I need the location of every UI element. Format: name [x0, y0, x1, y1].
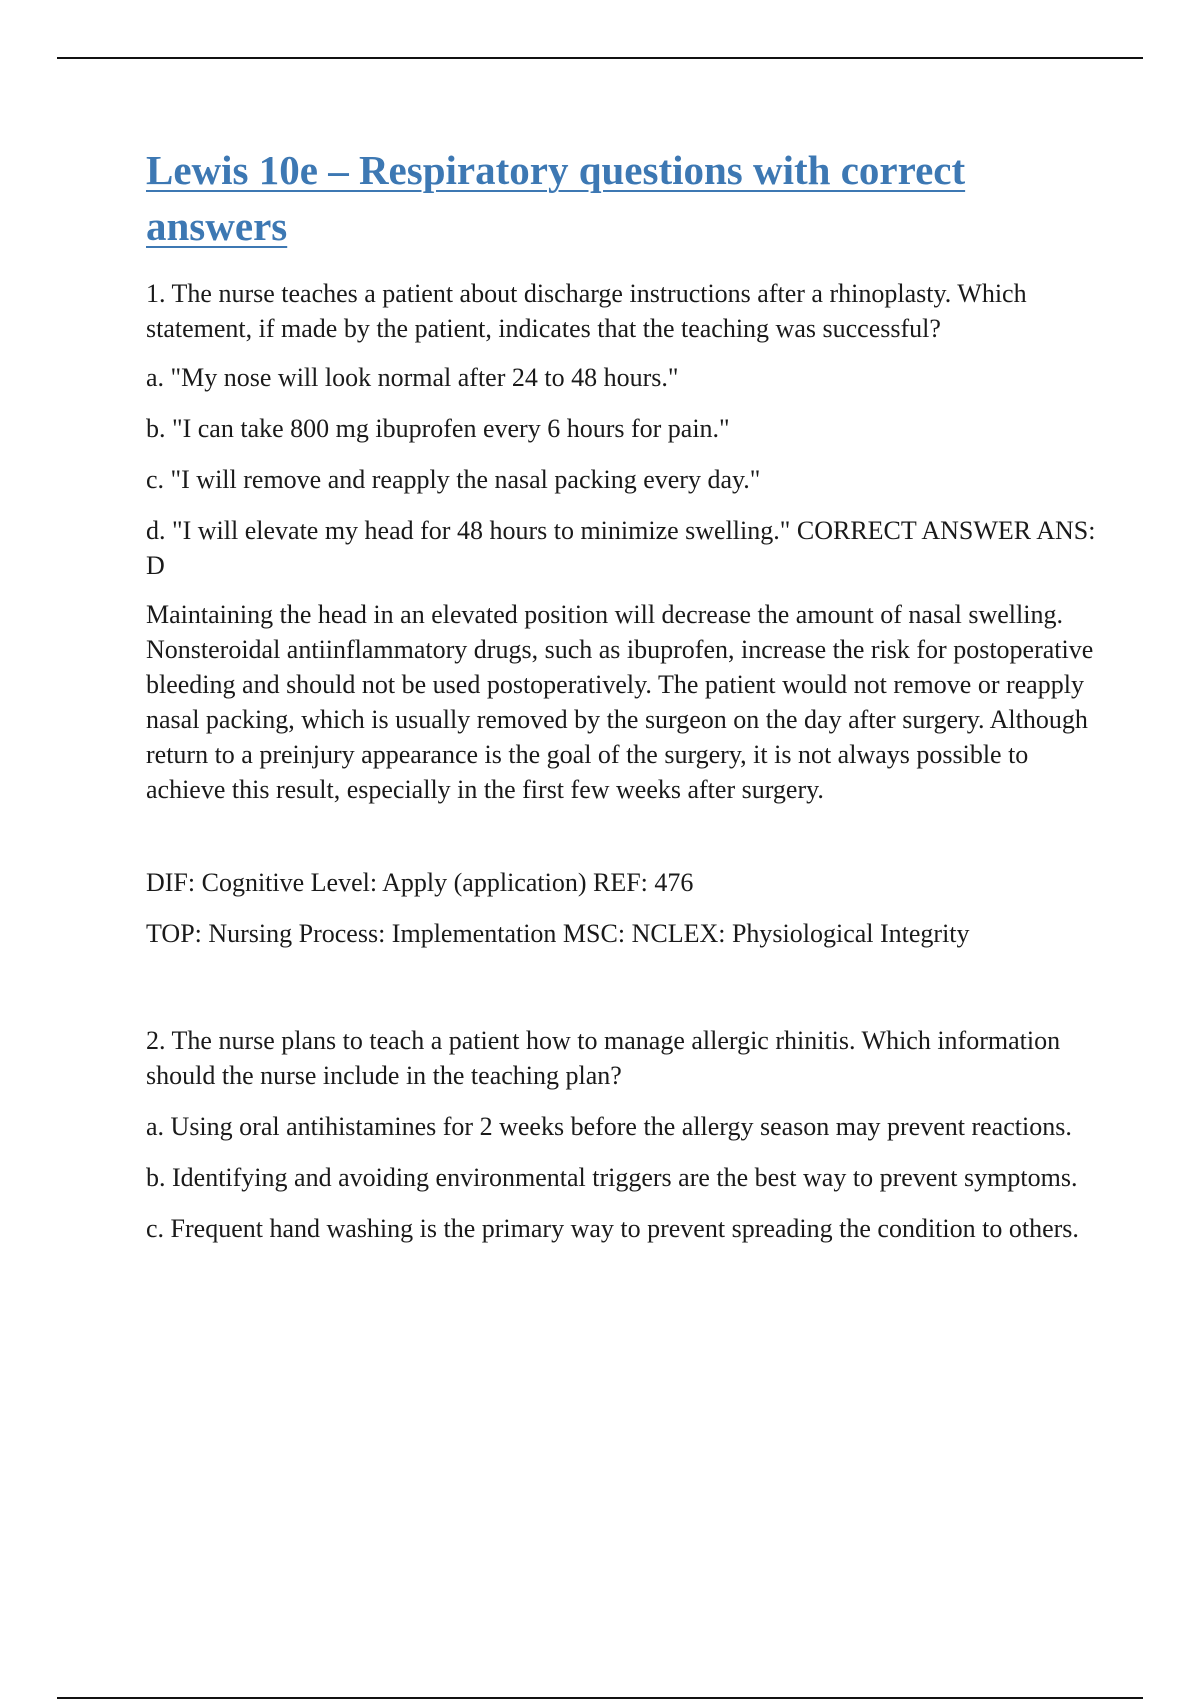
question-1-option-b: b. "I can take 800 mg ibuprofen every 6 hours for pain." — [146, 414, 730, 443]
question-1-dif: DIF: Cognitive Level: Apply (application) REF: 476 — [146, 868, 694, 897]
question-1-top: TOP: Nursing Process: Implementation MSC: NCLEX: Physiological Integrity — [146, 919, 970, 948]
top-rule — [57, 57, 1143, 59]
question-1-option-d: d. "I will elevate my head for 48 hours to minimize swelling." CORRECT ANSWER ANS: D — [146, 516, 1096, 580]
question-2-option-c: c. Frequent hand washing is the primary way to prevent spreading the condition to others. — [146, 1214, 1079, 1243]
document-title: Lewis 10e – Respiratory questions with correct answers — [146, 147, 966, 249]
question-2-option-a: a. Using oral antihistamines for 2 weeks before the allergy season may prevent reactions. — [146, 1112, 1072, 1141]
question-1-option-c: c. "I will remove and reapply the nasal packing every day." — [146, 465, 761, 494]
document-body — [146, 142, 1096, 1246]
question-2-stem: 2. The nurse plans to teach a patient how to manage allergic rhinitis. Which information should the nurse include in the teaching plan? — [146, 1026, 1061, 1090]
question-1 — [146, 276, 1096, 951]
question-1-stem: 1. The nurse teaches a patient about discharge instructions after a rhinoplasty. Which statement, if made by the patient, indicates that the teaching was successful? — [146, 279, 1027, 343]
question-2-option-b: b. Identifying and avoiding environmental triggers are the best way to prevent symptoms. — [146, 1163, 1078, 1192]
question-2 — [146, 1023, 1096, 1246]
question-1-rationale: Maintaining the head in an elevated position will decrease the amount of nasal swelling. Nonsteroidal antiinflammatory drugs, such as ibuprofen, increase the risk for postoperative bleeding and should not be used postoperatively. The patient would not remove or reapply nasal packing, which is usually removed by the surgeon on the day after surgery. Although return to a preinjury appearance is the goal of the surgery, it is not always possible to achieve this result, especially in the first few weeks after surgery. — [146, 600, 1094, 804]
question-1-option-a: a. "My nose will look normal after 24 to 48 hours." — [146, 363, 679, 392]
bottom-rule — [57, 1697, 1143, 1699]
